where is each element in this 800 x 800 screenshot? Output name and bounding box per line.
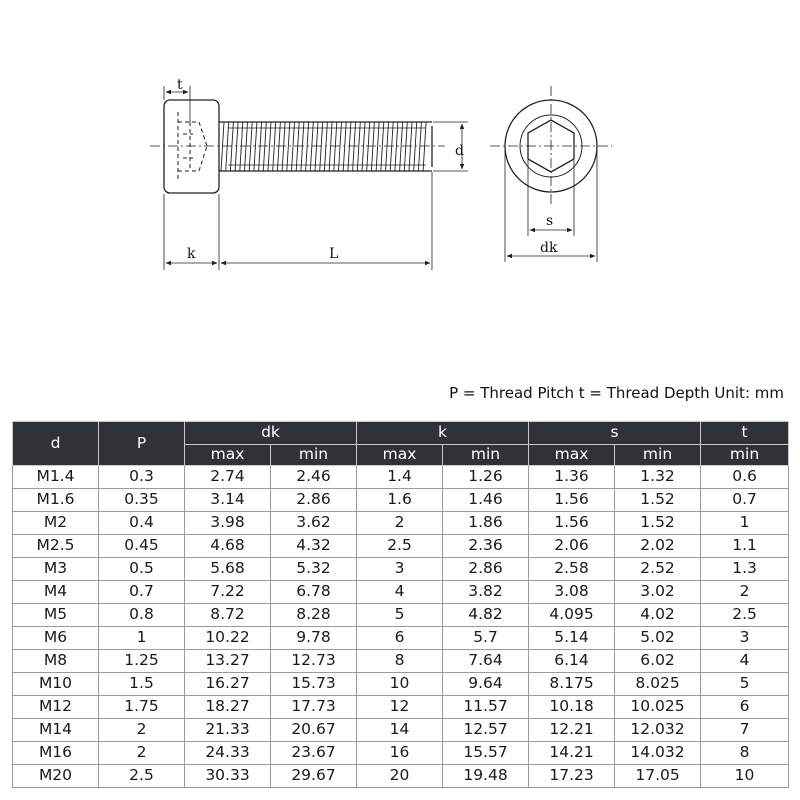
dim-label-dk: dk [540, 240, 558, 256]
cell-k-min: 1.46 [443, 489, 529, 512]
cell-s-max: 2.06 [529, 535, 615, 558]
cell-s-max: 1.36 [529, 466, 615, 489]
cell-k-min: 19.48 [443, 765, 529, 788]
table-row [13, 765, 789, 788]
cell-dk-min: 2.86 [271, 489, 357, 512]
cell-k-max: 2.5 [357, 535, 443, 558]
spec-table-body [13, 466, 789, 788]
cell-k-min: 1.86 [443, 512, 529, 535]
cell-s-max: 12.21 [529, 719, 615, 742]
cell-s-max: 3.08 [529, 581, 615, 604]
cell-s-min: 17.05 [615, 765, 701, 788]
cell-k-min: 4.82 [443, 604, 529, 627]
cell-k-min: 7.64 [443, 650, 529, 673]
cell-s-min: 2.02 [615, 535, 701, 558]
cell-dk-max: 2.74 [185, 466, 271, 489]
cell-k-max: 10 [357, 673, 443, 696]
cell-dk-max: 30.33 [185, 765, 271, 788]
cell-P: 1.25 [99, 650, 185, 673]
cell-dk-max: 8.72 [185, 604, 271, 627]
cell-s-min: 5.02 [615, 627, 701, 650]
cell-s-min: 6.02 [615, 650, 701, 673]
cell-k-max: 1.4 [357, 466, 443, 489]
cell-dk-min: 8.28 [271, 604, 357, 627]
cell-dk-max: 7.22 [185, 581, 271, 604]
subheader-s-max: max [529, 445, 615, 466]
cell-s-max: 1.56 [529, 489, 615, 512]
cell-k-min: 3.82 [443, 581, 529, 604]
subheader-s-min: min [615, 445, 701, 466]
cell-s-min: 1.52 [615, 512, 701, 535]
cell-d: M5 [13, 604, 99, 627]
col-header-d: d [13, 422, 99, 466]
cell-dk-max: 18.27 [185, 696, 271, 719]
table-row [13, 512, 789, 535]
cell-P: 0.7 [99, 581, 185, 604]
cell-P: 1 [99, 627, 185, 650]
cell-dk-max: 21.33 [185, 719, 271, 742]
cell-s-min: 8.025 [615, 673, 701, 696]
table-row [13, 719, 789, 742]
cell-dk-min: 29.67 [271, 765, 357, 788]
table-row [13, 673, 789, 696]
cell-P: 1.75 [99, 696, 185, 719]
cell-k-max: 16 [357, 742, 443, 765]
cell-k-max: 20 [357, 765, 443, 788]
cell-P: 0.4 [99, 512, 185, 535]
dim-label-d: d [455, 143, 464, 159]
cell-t-min: 2.5 [701, 604, 789, 627]
dim-label-L: L [329, 246, 339, 262]
cell-k-max: 4 [357, 581, 443, 604]
table-row [13, 535, 789, 558]
subheader-dk-min: min [271, 445, 357, 466]
cell-s-max: 1.56 [529, 512, 615, 535]
cell-d: M12 [13, 696, 99, 719]
cell-P: 2.5 [99, 765, 185, 788]
cell-k-min: 9.64 [443, 673, 529, 696]
cell-k-max: 3 [357, 558, 443, 581]
units-legend: P = Thread Pitch t = Thread Depth Unit: mm [449, 384, 784, 402]
table-row [13, 742, 789, 765]
cell-dk-max: 13.27 [185, 650, 271, 673]
cell-dk-max: 3.14 [185, 489, 271, 512]
cell-k-max: 2 [357, 512, 443, 535]
cell-dk-min: 12.73 [271, 650, 357, 673]
cell-k-max: 14 [357, 719, 443, 742]
dim-label-k: k [187, 246, 196, 262]
col-header-P: P [99, 422, 185, 466]
cell-s-max: 2.58 [529, 558, 615, 581]
cell-k-min: 2.86 [443, 558, 529, 581]
cell-P: 0.3 [99, 466, 185, 489]
cell-dk-max: 3.98 [185, 512, 271, 535]
screw-spec-table [12, 421, 789, 788]
cell-k-min: 2.36 [443, 535, 529, 558]
cell-s-min: 2.52 [615, 558, 701, 581]
cell-s-max: 10.18 [529, 696, 615, 719]
cell-t-min: 10 [701, 765, 789, 788]
cell-k-max: 12 [357, 696, 443, 719]
cell-dk-max: 10.22 [185, 627, 271, 650]
table-row [13, 489, 789, 512]
table-row [13, 466, 789, 489]
cell-d: M16 [13, 742, 99, 765]
cell-k-min: 11.57 [443, 696, 529, 719]
cell-k-max: 6 [357, 627, 443, 650]
col-header-k: k [357, 422, 529, 445]
dim-label-s: s [546, 213, 554, 229]
cell-t-min: 6 [701, 696, 789, 719]
cell-s-min: 1.32 [615, 466, 701, 489]
col-header-t: t [701, 422, 789, 445]
cell-dk-min: 5.32 [271, 558, 357, 581]
subheader-k-max: max [357, 445, 443, 466]
cell-dk-max: 24.33 [185, 742, 271, 765]
cell-dk-max: 16.27 [185, 673, 271, 696]
cell-s-min: 12.032 [615, 719, 701, 742]
cell-P: 0.5 [99, 558, 185, 581]
cell-dk-min: 9.78 [271, 627, 357, 650]
screw-top-view [490, 86, 612, 262]
cell-t-min: 5 [701, 673, 789, 696]
table-row [13, 581, 789, 604]
cell-dk-min: 6.78 [271, 581, 357, 604]
cell-d: M10 [13, 673, 99, 696]
cell-d: M3 [13, 558, 99, 581]
cell-d: M1.6 [13, 489, 99, 512]
cell-s-min: 14.032 [615, 742, 701, 765]
cell-P: 0.45 [99, 535, 185, 558]
subheader-dk-max: max [185, 445, 271, 466]
cell-k-min: 5.7 [443, 627, 529, 650]
cell-t-min: 8 [701, 742, 789, 765]
cell-t-min: 0.7 [701, 489, 789, 512]
cell-k-max: 5 [357, 604, 443, 627]
cell-s-max: 6.14 [529, 650, 615, 673]
table-row [13, 558, 789, 581]
cell-d: M8 [13, 650, 99, 673]
subheader-k-min: min [443, 445, 529, 466]
table-row [13, 650, 789, 673]
cell-s-max: 4.095 [529, 604, 615, 627]
cell-d: M2 [13, 512, 99, 535]
cell-dk-min: 4.32 [271, 535, 357, 558]
subheader-t-min: min [701, 445, 789, 466]
cell-dk-min: 15.73 [271, 673, 357, 696]
cell-t-min: 0.6 [701, 466, 789, 489]
cell-s-min: 1.52 [615, 489, 701, 512]
dim-label-t: t [177, 77, 183, 93]
cell-k-min: 12.57 [443, 719, 529, 742]
cell-dk-min: 23.67 [271, 742, 357, 765]
cell-s-max: 8.175 [529, 673, 615, 696]
cell-P: 1.5 [99, 673, 185, 696]
cell-k-min: 1.26 [443, 466, 529, 489]
col-header-s: s [529, 422, 701, 445]
cell-P: 0.35 [99, 489, 185, 512]
cell-k-max: 8 [357, 650, 443, 673]
cell-d: M2.5 [13, 535, 99, 558]
cell-s-min: 4.02 [615, 604, 701, 627]
table-row [13, 604, 789, 627]
screw-side-view [150, 86, 468, 270]
table-row [13, 627, 789, 650]
cell-dk-min: 2.46 [271, 466, 357, 489]
cell-t-min: 1.3 [701, 558, 789, 581]
cell-t-min: 7 [701, 719, 789, 742]
cell-t-min: 1.1 [701, 535, 789, 558]
cell-dk-min: 3.62 [271, 512, 357, 535]
cell-P: 2 [99, 742, 185, 765]
cell-s-max: 14.21 [529, 742, 615, 765]
col-header-dk: dk [185, 422, 357, 445]
cell-s-min: 10.025 [615, 696, 701, 719]
cell-dk-min: 20.67 [271, 719, 357, 742]
cell-d: M4 [13, 581, 99, 604]
cell-P: 0.8 [99, 604, 185, 627]
cell-dk-min: 17.73 [271, 696, 357, 719]
cell-d: M20 [13, 765, 99, 788]
cell-k-min: 15.57 [443, 742, 529, 765]
table-row [13, 696, 789, 719]
cell-t-min: 1 [701, 512, 789, 535]
cell-t-min: 4 [701, 650, 789, 673]
screw-dimension-drawing [0, 0, 800, 300]
cell-d: M1.4 [13, 466, 99, 489]
cell-d: M14 [13, 719, 99, 742]
cell-d: M6 [13, 627, 99, 650]
cell-t-min: 2 [701, 581, 789, 604]
cell-dk-max: 4.68 [185, 535, 271, 558]
cell-s-max: 17.23 [529, 765, 615, 788]
cell-k-max: 1.6 [357, 489, 443, 512]
cell-P: 2 [99, 719, 185, 742]
cell-t-min: 3 [701, 627, 789, 650]
cell-s-min: 3.02 [615, 581, 701, 604]
cell-s-max: 5.14 [529, 627, 615, 650]
cell-dk-max: 5.68 [185, 558, 271, 581]
